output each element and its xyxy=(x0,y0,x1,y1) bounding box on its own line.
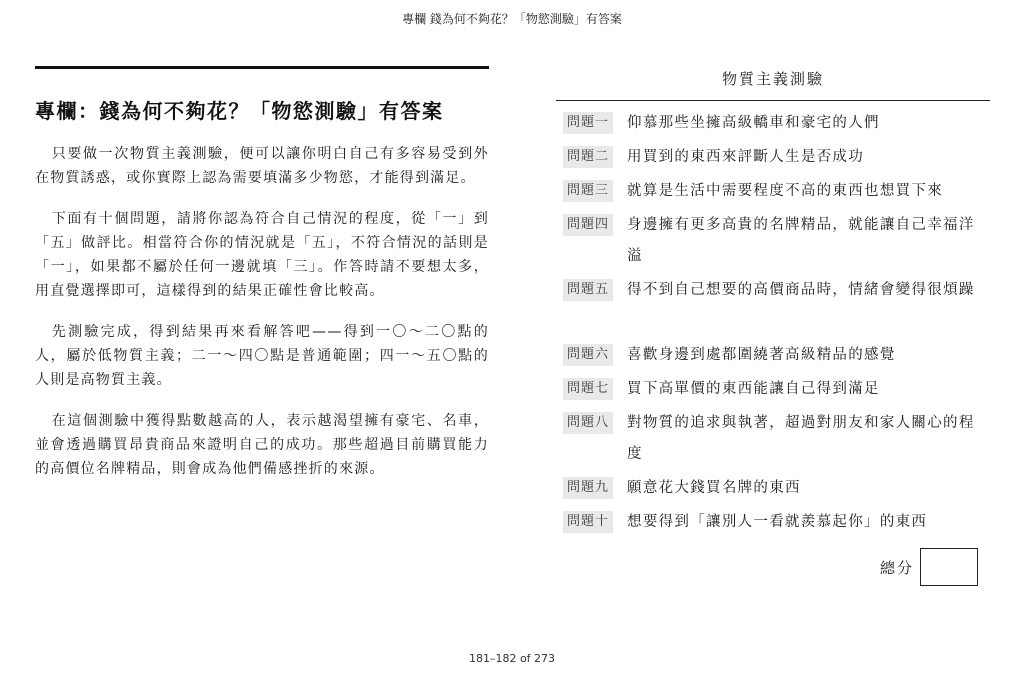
quiz-rule xyxy=(556,100,990,101)
question-label: 問題五 xyxy=(563,279,613,301)
question-row xyxy=(556,507,990,541)
total-score-label: 總分 xyxy=(879,558,914,577)
question-label: 問題三 xyxy=(563,180,613,202)
question-row xyxy=(556,473,990,507)
question-row xyxy=(556,340,990,374)
question-row xyxy=(556,176,990,210)
question-label: 問題四 xyxy=(563,214,613,236)
quiz-title: 物質主義測驗 xyxy=(721,70,824,88)
question-label: 問題一 xyxy=(563,112,613,134)
question-text: 買下高單價的東西能讓自己得到滿足 xyxy=(627,381,880,397)
question-row xyxy=(556,210,990,275)
question-label: 問題六 xyxy=(563,344,613,366)
question-label: 問題七 xyxy=(563,378,613,400)
question-text: 喜歡身邊到處都圍繞著高級精品的感覺 xyxy=(627,347,896,363)
total-score xyxy=(880,548,978,586)
question-row xyxy=(556,374,990,408)
running-title: 專欄 錢為何不夠花？「物慾測驗」有答案 xyxy=(402,12,622,26)
paragraph-instructions: 下面有十個問題，請將你認為符合自己情況的程度，從「一」到「五」做評比。相當符合你的情況就是「五」，不符合情況的話則是「一」，如果都不屬於任何一邊就填「三」。作答時請不要想太多，用直覺選擇即可，這樣得到的結果正確性會比較高。 xyxy=(35,211,489,299)
question-label: 問題二 xyxy=(563,146,613,168)
article-body xyxy=(35,142,489,481)
question-row xyxy=(556,108,990,142)
question-row xyxy=(556,142,990,176)
paragraph-interpretation: 在這個測驗中獲得點數越高的人，表示越渴望擁有豪宅、名車，並會透過購買昂貴商品來證明自己的成功。那些超過目前購買能力的高價位名牌精品，則會成為他們備感挫折的來源。 xyxy=(35,413,489,477)
total-score-box xyxy=(920,548,978,586)
article-column xyxy=(35,66,489,498)
question-text: 用買到的東西來評斷人生是否成功 xyxy=(627,149,865,165)
question-text: 對物質的追求與執著，超過對朋友和家人關心的程度 xyxy=(627,415,975,462)
question-label: 問題九 xyxy=(563,477,613,499)
article-heading: 專欄：錢為何不夠花？「物慾測驗」有答案 xyxy=(35,99,444,123)
question-text: 願意花大錢買名牌的東西 xyxy=(627,480,801,496)
question-row xyxy=(556,275,990,340)
question-text: 就算是生活中需要程度不高的東西也想買下來 xyxy=(627,183,944,199)
question-label: 問題十 xyxy=(563,511,613,533)
question-row xyxy=(556,408,990,473)
page-indicator: 181–182 of 273 xyxy=(468,652,556,665)
question-label: 問題八 xyxy=(563,412,613,434)
question-list xyxy=(556,108,990,541)
paragraph-intro: 只要做一次物質主義測驗，便可以讓你明白自己有多容易受到外在物質誘惑，或你實際上認為需要填滿多少物慾，才能得到滿足。 xyxy=(35,146,489,186)
heading-rule xyxy=(35,66,489,69)
question-text: 仰慕那些坐擁高級轎車和豪宅的人們 xyxy=(627,115,880,131)
quiz-column xyxy=(556,66,990,577)
paragraph-scoring: 先測驗完成，得到結果再來看解答吧——得到一〇～二〇點的人，屬於低物質主義；二一～四〇點是普通範圍；四一～五〇點的人則是高物質主義。 xyxy=(35,324,489,388)
question-text: 身邊擁有更多高貴的名牌精品，就能讓自己幸福洋溢 xyxy=(627,217,975,264)
question-text: 想要得到「讓別人一看就羨慕起你」的東西 xyxy=(627,514,928,530)
question-text: 得不到自己想要的高價商品時，情緒會變得很煩躁 xyxy=(627,282,975,298)
